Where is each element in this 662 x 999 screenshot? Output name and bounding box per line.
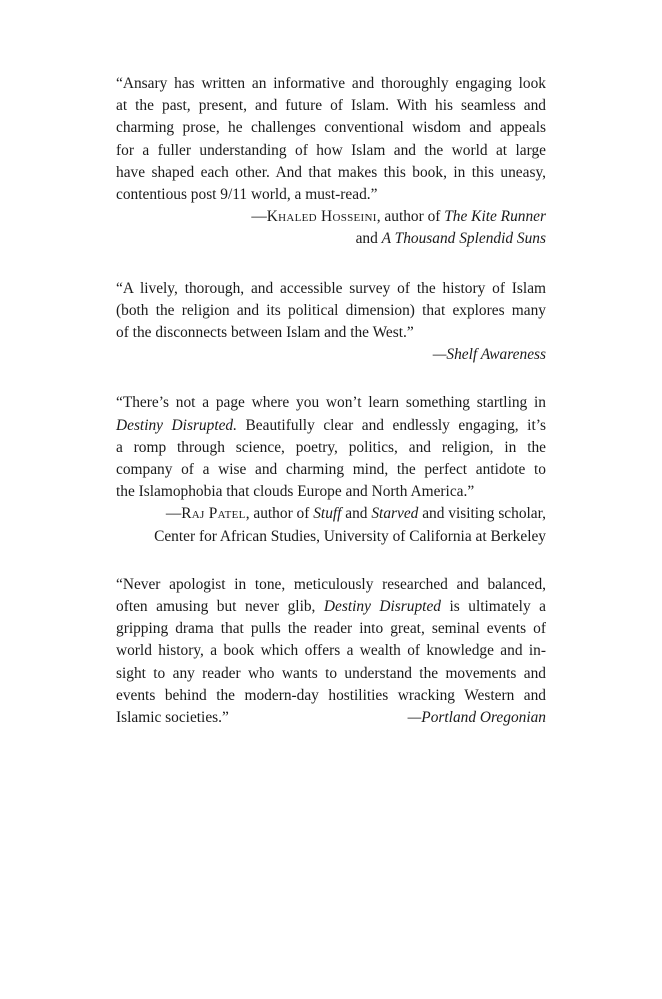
quote-line: charming prose, he challenges conventional wisdom and appeals — [116, 119, 546, 137]
quote-line: company of a wise and charming mind, the perfect antidote to — [116, 461, 546, 479]
quote-line — [116, 596, 546, 618]
quote-line: of the disconnects between Islam and the West.” — [116, 324, 414, 342]
quote-line: “Ansary has written an informative and thoroughly engaging look — [116, 75, 546, 92]
praise-page — [116, 73, 546, 755]
attribution-name: Khaled Hosseini — [266, 208, 377, 226]
quote-line: for a fuller understanding of how Islam and the world at large — [116, 141, 546, 159]
attribution-line — [116, 503, 546, 525]
blurb-portland-oregonian — [116, 574, 546, 729]
quote-text: often amusing but never glib, — [116, 598, 324, 616]
quote-line: a romp through science, poetry, politics, and religion, in the — [116, 438, 546, 456]
quote-line: “Never apologist in tone, meticulously researched and balanced, — [116, 575, 546, 593]
book-title: Destiny Disrupted — [323, 598, 441, 616]
quote-text: is ultimately a — [440, 598, 546, 616]
attribution-work: A Thousand Splendid Suns — [381, 230, 546, 248]
attribution-tail: and visiting scholar, — [418, 505, 546, 523]
attribution-dash: — — [251, 208, 267, 226]
blurb-quote — [116, 73, 546, 206]
attribution-source: —Portland Oregonian — [407, 709, 546, 727]
attribution-and: and — [355, 230, 382, 248]
blurb-attribution — [116, 344, 546, 366]
attribution-role: , author of — [245, 505, 314, 523]
quote-line: the Islamophobia that clouds Europe and North America.” — [116, 483, 475, 501]
attribution-source: —Shelf Awareness — [432, 346, 546, 364]
quote-text: Islamic societies.” — [116, 709, 229, 727]
quote-line: “A lively, thorough, and accessible survey of the history of Islam — [116, 279, 546, 297]
blurb-quote — [116, 392, 546, 503]
blurb-shelf-awareness — [116, 278, 546, 367]
quote-line: have shaped each other. And that makes this book, in this uneasy, — [116, 163, 546, 181]
quote-line: sight to any reader who wants to understand the movements and — [116, 664, 546, 682]
quote-line: contentious post 9/11 world, a must-read.” — [116, 186, 378, 204]
blurb-hosseini — [116, 73, 546, 251]
attribution-dash: — — [165, 505, 182, 523]
blurb-patel — [116, 392, 546, 547]
attribution-line — [116, 206, 546, 228]
book-title: Destiny Disrupted. — [116, 416, 237, 434]
attribution-work: Stuff — [313, 505, 342, 523]
quote-line: at the past, present, and future of Islam. With his seamless and — [116, 97, 546, 115]
attribution-and: and — [341, 505, 372, 523]
attribution-affiliation: Center for African Studies, University of California at Berkeley — [154, 527, 546, 545]
blurb-quote — [116, 278, 546, 345]
attribution-work: Starved — [371, 505, 419, 523]
attribution-line — [116, 228, 546, 250]
attribution-work: The Kite Runner — [444, 208, 546, 226]
quote-last-line — [116, 707, 546, 729]
quote-line: world history, a book which offers a wealth of knowledge and in- — [116, 642, 546, 660]
attribution-name: Raj Patel — [181, 505, 246, 523]
blurb-quote — [116, 574, 546, 729]
blurb-attribution — [116, 206, 546, 250]
quote-line: events behind the modern-day hostilities wracking Western and — [116, 686, 546, 704]
quote-line: (both the religion and its political dimension) that explores many — [116, 301, 546, 319]
quote-line: “There’s not a page where you won’t learn something startling in — [116, 394, 546, 412]
quote-line: gripping drama that pulls the reader into great, seminal events of — [116, 620, 546, 638]
blurb-attribution — [116, 503, 546, 547]
attribution-role: , author of — [376, 208, 445, 226]
quote-text: Beautifully clear and endlessly engaging, it’s — [236, 416, 546, 434]
quote-line — [116, 415, 546, 437]
